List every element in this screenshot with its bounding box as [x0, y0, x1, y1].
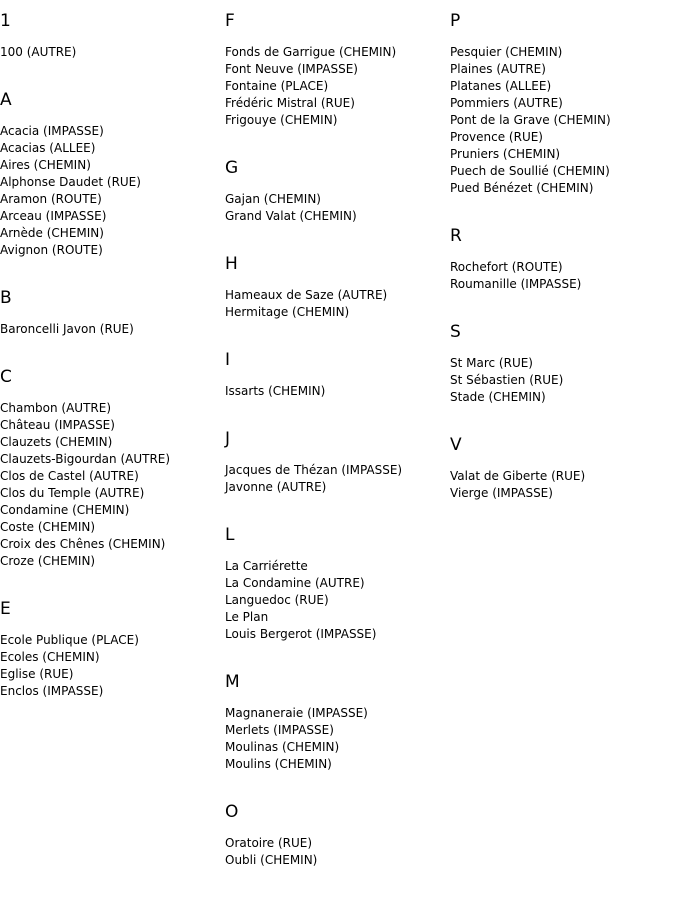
- street-list-item: Vierge (IMPASSE): [450, 486, 553, 500]
- street-list: [0, 123, 225, 259]
- street-list-item: Valat de Giberte (RUE): [450, 469, 586, 483]
- index-column-1: [0, 10, 225, 728]
- street-list: [450, 259, 675, 293]
- street-list-item: Croze (CHEMIN): [0, 554, 96, 568]
- section-letter-heading: S: [450, 322, 461, 342]
- street-list-item: Clauzets-Bigourdan (AUTRE): [0, 452, 171, 466]
- street-list-item: Aramon (ROUTE): [0, 192, 102, 206]
- letter-section: [225, 253, 450, 321]
- street-list: [225, 835, 450, 869]
- street-list-item: Pruniers (CHEMIN): [450, 147, 561, 161]
- street-list-item: Enclos (IMPASSE): [0, 684, 104, 698]
- street-list-item: Jacques de Thézan (IMPASSE): [225, 463, 403, 477]
- section-letter-heading: 1: [0, 11, 11, 31]
- street-list-item: Pommiers (AUTRE): [450, 96, 563, 110]
- street-list-item: St Sébastien (RUE): [450, 373, 564, 387]
- index-column-3: [450, 10, 675, 530]
- letter-section: [0, 10, 225, 61]
- street-list-item: Plaines (AUTRE): [450, 62, 546, 76]
- street-list-item: Hermitage (CHEMIN): [225, 305, 350, 319]
- letter-section: [0, 287, 225, 338]
- street-list-item: Avignon (ROUTE): [0, 243, 103, 257]
- section-letter-heading: L: [225, 525, 235, 545]
- street-list-item: Arceau (IMPASSE): [0, 209, 107, 223]
- street-list-item: Frédéric Mistral (RUE): [225, 96, 355, 110]
- street-list-item: Clauzets (CHEMIN): [0, 435, 113, 449]
- street-list-item: Grand Valat (CHEMIN): [225, 209, 357, 223]
- street-list: [450, 468, 675, 502]
- letter-section: [450, 10, 675, 197]
- street-list: [225, 44, 450, 129]
- street-list-item: Puech de Soullié (CHEMIN): [450, 164, 610, 178]
- street-list: [450, 44, 675, 197]
- street-list-item: Moulins (CHEMIN): [225, 757, 332, 771]
- section-letter-heading: P: [450, 11, 461, 31]
- street-list-item: Platanes (ALLEE): [450, 79, 552, 93]
- street-list: [0, 400, 225, 570]
- section-letter-heading: E: [0, 599, 11, 619]
- letter-section: [0, 366, 225, 570]
- street-list-item: Rochefort (ROUTE): [450, 260, 563, 274]
- street-list: [225, 558, 450, 643]
- street-list-item: Stade (CHEMIN): [450, 390, 546, 404]
- section-letter-heading: G: [225, 158, 239, 178]
- street-list: [225, 287, 450, 321]
- street-list: [225, 705, 450, 773]
- street-list-item: Chambon (AUTRE): [0, 401, 112, 415]
- street-list-item: Aires (CHEMIN): [0, 158, 91, 172]
- street-list-item: Clos de Castel (AUTRE): [0, 469, 139, 483]
- street-list-item: Eglise (RUE): [0, 667, 74, 681]
- street-list: [0, 632, 225, 700]
- street-list: [225, 383, 450, 400]
- street-list-item: Condamine (CHEMIN): [0, 503, 130, 517]
- street-list-item: Louis Bergerot (IMPASSE): [225, 627, 377, 641]
- street-list-item: Fonds de Garrigue (CHEMIN): [225, 45, 397, 59]
- section-letter-heading: O: [225, 802, 239, 822]
- street-list-item: Hameaux de Saze (AUTRE): [225, 288, 388, 302]
- section-letter-heading: H: [225, 254, 238, 274]
- letter-section: [225, 671, 450, 773]
- section-letter-heading: V: [450, 435, 462, 455]
- street-list-item: Pesquier (CHEMIN): [450, 45, 563, 59]
- letter-section: [450, 225, 675, 293]
- street-list-item: Acacia (IMPASSE): [0, 124, 104, 138]
- street-list-item: Pued Bénézet (CHEMIN): [450, 181, 594, 195]
- street-list-item: Arnède (CHEMIN): [0, 226, 104, 240]
- letter-section: [225, 524, 450, 643]
- street-list-item: Alphonse Daudet (RUE): [0, 175, 141, 189]
- street-list-item: Clos du Temple (AUTRE): [0, 486, 145, 500]
- street-list-item: Provence (RUE): [450, 130, 543, 144]
- street-list-item: Frigouye (CHEMIN): [225, 113, 338, 127]
- street-list-item: Le Plan: [225, 610, 269, 624]
- street-list-item: Font Neuve (IMPASSE): [225, 62, 358, 76]
- street-list-item: Merlets (IMPASSE): [225, 723, 334, 737]
- street-list-item: Château (IMPASSE): [0, 418, 115, 432]
- street-list-item: Roumanille (IMPASSE): [450, 277, 582, 291]
- letter-section: [450, 434, 675, 502]
- letter-section: [0, 598, 225, 700]
- street-list: [450, 355, 675, 406]
- street-list-item: Oubli (CHEMIN): [225, 853, 318, 867]
- street-list-item: Coste (CHEMIN): [0, 520, 96, 534]
- street-list-item: Acacias (ALLEE): [0, 141, 96, 155]
- street-list-item: St Marc (RUE): [450, 356, 533, 370]
- section-letter-heading: R: [450, 226, 462, 246]
- section-letter-heading: I: [225, 350, 231, 370]
- index-column-2: [225, 10, 450, 897]
- street-list-item: Ecole Publique (PLACE): [0, 633, 139, 647]
- section-letter-heading: M: [225, 672, 240, 692]
- street-list-item: Oratoire (RUE): [225, 836, 313, 850]
- letter-section: [225, 10, 450, 129]
- letter-section: [225, 428, 450, 496]
- street-list-item: La Condamine (AUTRE): [225, 576, 365, 590]
- street-list-item: Fontaine (PLACE): [225, 79, 329, 93]
- section-letter-heading: A: [0, 90, 12, 110]
- street-list-item: Pont de la Grave (CHEMIN): [450, 113, 611, 127]
- street-list: [0, 44, 225, 61]
- section-letter-heading: F: [225, 11, 235, 31]
- section-letter-heading: J: [225, 429, 231, 449]
- street-list-item: Ecoles (CHEMIN): [0, 650, 100, 664]
- letter-section: [225, 157, 450, 225]
- letter-section: [225, 349, 450, 400]
- street-list-item: Languedoc (RUE): [225, 593, 329, 607]
- street-list-item: Baroncelli Javon (RUE): [0, 322, 134, 336]
- street-list: [225, 462, 450, 496]
- section-letter-heading: C: [0, 367, 12, 387]
- street-list-item: Croix des Chênes (CHEMIN): [0, 537, 166, 551]
- street-list-item: 100 (AUTRE): [0, 45, 77, 59]
- street-list-item: Gajan (CHEMIN): [225, 192, 321, 206]
- section-letter-heading: B: [0, 288, 12, 308]
- street-list-item: Javonne (AUTRE): [225, 480, 327, 494]
- letter-section: [0, 89, 225, 259]
- street-list-item: Issarts (CHEMIN): [225, 384, 326, 398]
- letter-section: [225, 801, 450, 869]
- street-list-item: Moulinas (CHEMIN): [225, 740, 340, 754]
- street-list: [0, 321, 225, 338]
- letter-section: [450, 321, 675, 406]
- street-list-item: Magnaneraie (IMPASSE): [225, 706, 368, 720]
- street-list-item: La Carriérette: [225, 559, 308, 573]
- street-list: [225, 191, 450, 225]
